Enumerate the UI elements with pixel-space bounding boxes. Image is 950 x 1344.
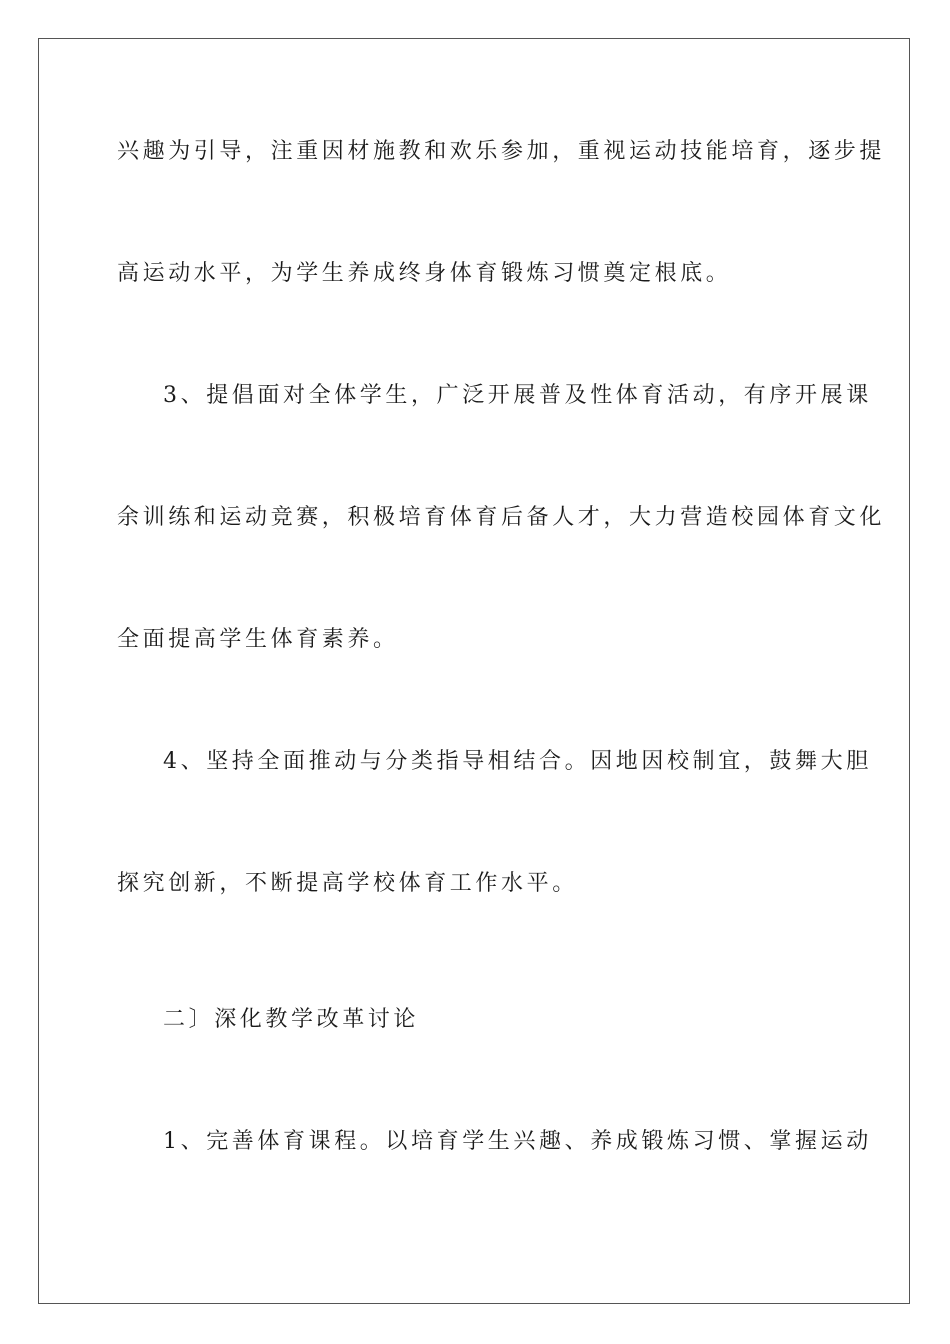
paragraph-line-9: 1、完善体育课程。以培育学生兴趣、养成锻炼习惯、掌握运动 <box>163 1129 872 1154</box>
paragraph-line-7: 探究创新，不断提高学校体育工作水平。 <box>117 871 578 896</box>
paragraph-line-6: 4、坚持全面推动与分类指导相结合。因地因校制宜，鼓舞大胆 <box>163 749 872 774</box>
paragraph-line-1: 兴趣为引导，注重因材施教和欢乐参加，重视运动技能培育，逐步提 <box>117 139 886 164</box>
section-heading: 二〕深化教学改革讨论 <box>163 1007 420 1032</box>
paragraph-line-3: 3、提倡面对全体学生，广泛开展普及性体育活动，有序开展课 <box>163 383 872 408</box>
paragraph-line-2: 高运动水平，为学生养成终身体育锻炼习惯奠定根底。 <box>117 261 732 286</box>
paragraph-line-5: 全面提高学生体育素养。 <box>117 627 399 652</box>
page-border <box>38 38 910 1304</box>
paragraph-line-4: 余训练和运动竞赛，积极培育体育后备人才，大力营造校园体育文化 <box>117 505 886 530</box>
